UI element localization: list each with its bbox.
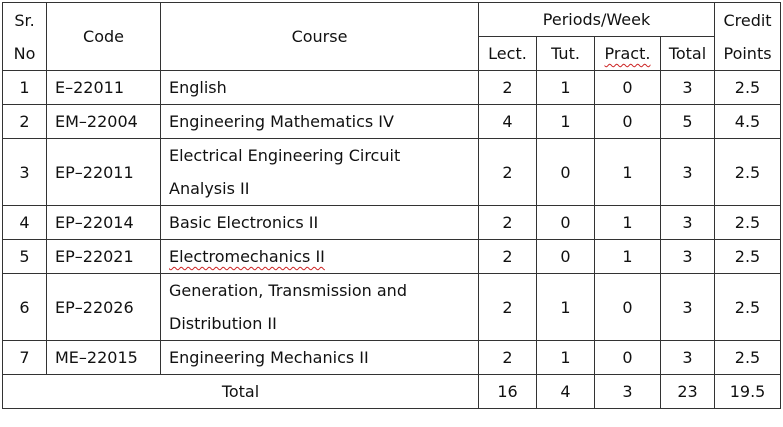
course-table xyxy=(2,2,781,409)
cell-tut: 1 xyxy=(537,105,595,139)
header-total: Total xyxy=(661,37,715,71)
cell-credit: 4.5 xyxy=(715,105,781,139)
cell-sr: 1 xyxy=(3,71,47,105)
cell-credit: 2.5 xyxy=(715,206,781,240)
cell-course: Electromechanics II xyxy=(161,240,479,274)
cell-credit: 2.5 xyxy=(715,240,781,274)
total-lect: 16 xyxy=(479,375,537,409)
header-row-1 xyxy=(3,3,781,37)
cell-code: ME–22015 xyxy=(47,341,161,375)
table-row xyxy=(3,71,781,105)
cell-credit: 2.5 xyxy=(715,139,781,206)
cell-sr: 7 xyxy=(3,341,47,375)
cell-lect: 4 xyxy=(479,105,537,139)
cell-sr: 3 xyxy=(3,139,47,206)
cell-code: EP–22011 xyxy=(47,139,161,206)
cell-tut: 1 xyxy=(537,274,595,341)
cell-course: Engineering Mathematics IV xyxy=(161,105,479,139)
cell-code: EP–22026 xyxy=(47,274,161,341)
cell-total: 3 xyxy=(661,206,715,240)
table-row xyxy=(3,139,781,206)
cell-pract: 1 xyxy=(595,240,661,274)
cell-credit: 2.5 xyxy=(715,71,781,105)
table-row xyxy=(3,240,781,274)
cell-sr: 4 xyxy=(3,206,47,240)
cell-code: EP–22014 xyxy=(47,206,161,240)
header-pract: Pract. xyxy=(595,37,661,71)
cell-code: EP–22021 xyxy=(47,240,161,274)
cell-credit: 2.5 xyxy=(715,341,781,375)
cell-tut: 0 xyxy=(537,240,595,274)
cell-course: Generation, Transmission and Distribution II xyxy=(161,274,479,341)
cell-course: Basic Electronics II xyxy=(161,206,479,240)
cell-lect: 2 xyxy=(479,139,537,206)
cell-tut: 0 xyxy=(537,206,595,240)
cell-total: 3 xyxy=(661,274,715,341)
cell-lect: 2 xyxy=(479,206,537,240)
cell-total: 5 xyxy=(661,105,715,139)
cell-lect: 2 xyxy=(479,274,537,341)
header-lect: Lect. xyxy=(479,37,537,71)
table-row xyxy=(3,206,781,240)
cell-course: Electrical Engineering Circuit Analysis II xyxy=(161,139,479,206)
cell-code: EM–22004 xyxy=(47,105,161,139)
header-sr: Sr. No xyxy=(3,3,47,71)
cell-lect: 2 xyxy=(479,341,537,375)
header-periods-week: Periods/Week xyxy=(479,3,715,37)
table-row xyxy=(3,105,781,139)
total-tut: 4 xyxy=(537,375,595,409)
cell-total: 3 xyxy=(661,240,715,274)
header-credit-points: Credit Points xyxy=(715,3,781,71)
cell-lect: 2 xyxy=(479,240,537,274)
cell-pract: 0 xyxy=(595,105,661,139)
header-course: Course xyxy=(161,3,479,71)
cell-sr: 6 xyxy=(3,274,47,341)
header-tut: Tut. xyxy=(537,37,595,71)
cell-pract: 0 xyxy=(595,71,661,105)
cell-total: 3 xyxy=(661,341,715,375)
total-label: Total xyxy=(3,375,479,409)
cell-total: 3 xyxy=(661,139,715,206)
cell-pract: 1 xyxy=(595,206,661,240)
cell-code: E–22011 xyxy=(47,71,161,105)
cell-tut: 1 xyxy=(537,71,595,105)
total-row xyxy=(3,375,781,409)
cell-tut: 0 xyxy=(537,139,595,206)
cell-sr: 2 xyxy=(3,105,47,139)
cell-total: 3 xyxy=(661,71,715,105)
cell-lect: 2 xyxy=(479,71,537,105)
cell-course: Engineering Mechanics II xyxy=(161,341,479,375)
total-credit: 19.5 xyxy=(715,375,781,409)
cell-sr: 5 xyxy=(3,240,47,274)
cell-pract: 1 xyxy=(595,139,661,206)
cell-course: English xyxy=(161,71,479,105)
total-total: 23 xyxy=(661,375,715,409)
cell-pract: 0 xyxy=(595,341,661,375)
total-pract: 3 xyxy=(595,375,661,409)
cell-pract: 0 xyxy=(595,274,661,341)
cell-credit: 2.5 xyxy=(715,274,781,341)
cell-tut: 1 xyxy=(537,341,595,375)
header-code: Code xyxy=(47,3,161,71)
table-row xyxy=(3,274,781,341)
table-row xyxy=(3,341,781,375)
